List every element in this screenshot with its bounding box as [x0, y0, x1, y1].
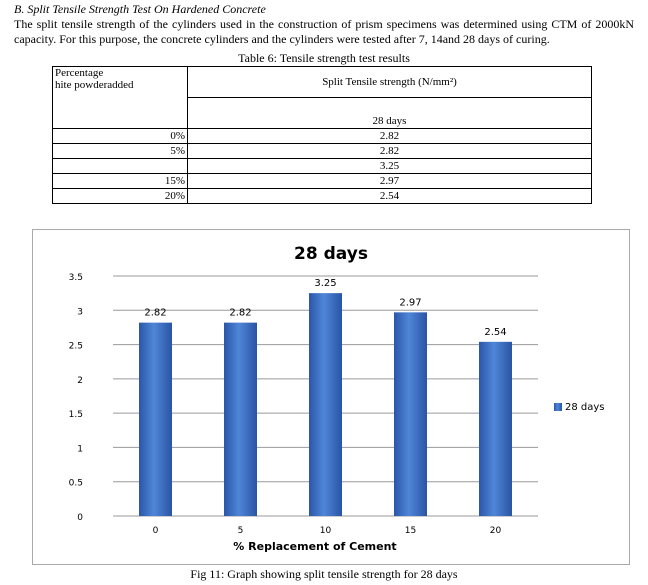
- y-tick-label: 1: [77, 444, 83, 455]
- bar: [309, 293, 342, 516]
- chart-bars: [139, 293, 512, 516]
- bar: [224, 323, 257, 516]
- table-row: [53, 144, 592, 159]
- legend: [554, 402, 605, 413]
- y-tick-label: 2.5: [68, 341, 83, 352]
- x-tick-label: 10: [319, 526, 332, 536]
- cell-percentage: 15%: [53, 174, 188, 189]
- subheader-28-days: 28 days: [188, 98, 592, 129]
- cell-percentage: 0%: [53, 129, 188, 144]
- bar: [139, 323, 172, 516]
- cell-value: 3.25: [188, 159, 592, 174]
- table-row: [53, 174, 592, 189]
- data-label: 3.25: [314, 278, 337, 290]
- header-left-line1: Percentage: [55, 67, 104, 79]
- table-caption: Table 6: Tensile strength test results: [238, 51, 410, 65]
- header-tensile-strength: Split Tensile strength (N/mm²): [188, 67, 592, 98]
- cell-value: 2.97: [188, 174, 592, 189]
- legend-label: 28 days: [565, 402, 605, 413]
- x-axis-ticks: [153, 526, 502, 536]
- data-label: 2.82: [229, 307, 252, 319]
- y-tick-label: 3: [77, 307, 83, 318]
- results-table: [52, 66, 592, 204]
- x-tick-label: 5: [237, 526, 244, 536]
- y-tick-label: 1.5: [68, 410, 83, 421]
- data-label: 2.97: [399, 297, 422, 309]
- figure-caption: Fig 11: Graph showing split tensile strength for 28 days: [190, 567, 458, 581]
- data-label: 2.82: [144, 307, 167, 319]
- header-percentage: [53, 67, 188, 129]
- cell-percentage: [53, 159, 188, 174]
- x-tick-label: 20: [489, 526, 502, 536]
- cell-percentage: 5%: [53, 144, 188, 159]
- x-tick-label: 0: [152, 526, 159, 536]
- y-tick-label: 3.5: [68, 273, 83, 283]
- x-tick-label: 15: [404, 526, 417, 536]
- data-label: 2.54: [484, 326, 507, 338]
- table-row: [53, 129, 592, 144]
- section-paragraph: The split tensile strength of the cylinders used in the construction of prism specimens was determined using CTM of 2000kN capacity. For this purpose, the concrete cylinders and the cylinders were tested after 7, 14and 28 days of curing.: [14, 17, 634, 46]
- y-tick-label: 0.5: [68, 478, 83, 489]
- cell-value: 2.82: [188, 144, 592, 159]
- chart-frame: [32, 229, 630, 565]
- bar-chart: [33, 230, 629, 564]
- legend-swatch: [554, 403, 562, 411]
- chart-title: 28 days: [294, 244, 368, 264]
- cell-value: 2.82: [188, 129, 592, 144]
- bar: [394, 312, 427, 516]
- y-axis-ticks: [69, 273, 84, 523]
- y-tick-label: 0: [77, 513, 83, 523]
- cell-value: 2.54: [188, 189, 592, 204]
- cell-percentage: 20%: [53, 189, 188, 204]
- table-header-row: [53, 67, 592, 98]
- y-tick-label: 2: [77, 375, 83, 386]
- x-axis-label: % Replacement of Cement: [233, 540, 397, 553]
- table-row: [53, 189, 592, 204]
- section-heading: B. Split Tensile Strength Test On Hardened Concrete: [14, 2, 266, 16]
- bar: [479, 342, 512, 516]
- table-row: [53, 159, 592, 174]
- header-left-line2: hite powderadded: [55, 79, 134, 91]
